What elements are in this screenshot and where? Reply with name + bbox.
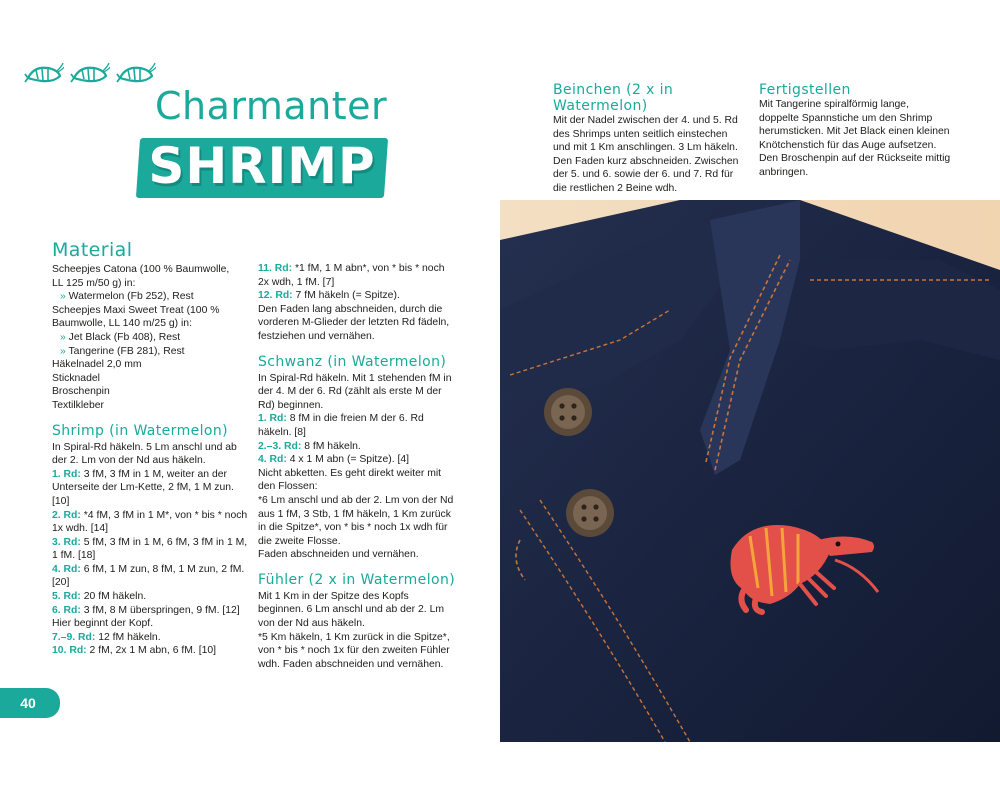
material-line: Baumwolle, LL 140 m/25 g) in:: [52, 318, 192, 330]
shrimp-icon: [24, 62, 64, 84]
material-bullet-item: » Watermelon (Fb 252), Rest: [60, 291, 194, 303]
title-top: Charmanter: [155, 84, 388, 128]
fertigstellen-heading: Fertigstellen: [759, 82, 851, 98]
schwanz-note: Nicht abketten. Es geht direkt weiter mit den Flossen:: [258, 467, 442, 493]
schwanz-note: *6 Lm anschl und ab der 2. Lm von der Nd aus 1 fM, 3 Stb, 1 fM häkeln, 1 Km zurück in die Spitze*, von * bis * noch 1x wdh für die zweite Flosse.: [258, 494, 454, 547]
round-instruction: 3. Rd: 5 fM, 3 fM in 1 M, 6 fM, 3 fM in 1 M, 1 fM. [18]: [52, 536, 248, 562]
title-main: SHRIMP: [148, 137, 376, 195]
head-note: Hier beginnt der Kopf.: [52, 618, 154, 630]
round-instruction: 1. Rd: 8 fM in die freien M der 6. Rd häkeln. [8]: [258, 413, 424, 438]
round-instruction: 4. Rd: 6 fM, 1 M zun, 8 fM, 1 M zun, 2 fM. [20]: [52, 563, 245, 589]
round-instruction: 7.–9. Rd: 12 fM häkeln.: [52, 631, 161, 643]
round-instruction: 2. Rd: *4 fM, 3 fM in 1 M*, von * bis * noch 1x wdh. [14]: [52, 509, 248, 535]
beinchen-heading: Beinchen (2 x in Watermelon): [553, 82, 674, 114]
round-instruction: 2.–3. Rd: 8 fM häkeln.: [258, 440, 361, 452]
fuehler-text: *5 Km häkeln, 1 Km zurück in die Spitze*, von * bis * noch 1x für den zweiten Fühler wdh. Faden abschneiden und vernähen.: [258, 631, 450, 670]
material-line: Textilkleber: [52, 399, 104, 411]
round-instruction: 6. Rd: 3 fM, 8 M überspringen, 9 fM. [12]: [52, 604, 240, 616]
round-instruction: 4. Rd: 4 x 1 M abn (= Spitze). [4]: [258, 454, 410, 466]
column-3: [553, 82, 745, 196]
material-line: LL 125 m/50 g) in:: [52, 277, 136, 289]
material-line: Scheepjes Maxi Sweet Treat (100 %: [52, 304, 220, 316]
round-instruction: 1. Rd: 3 fM, 3 fM in 1 M, weiter an der Unterseite der Lm-Kette, 2 fM, 1 M zun. [10]: [52, 468, 234, 507]
material-line: Scheepjes Catona (100 % Baumwolle,: [52, 264, 230, 275]
shrimp-icon: [116, 62, 156, 84]
round-instruction: 12. Rd: 7 fM häkeln (= Spitze).: [258, 290, 400, 302]
material-heading: Material: [52, 239, 133, 261]
schwanz-intro: In Spiral-Rd häkeln. Mit 1 stehenden fM in der 4. M der 6. Rd (zählt als erste M der Rd) beginnen.: [258, 372, 452, 411]
column-4: [759, 82, 951, 180]
shrimp-intro: In Spiral-Rd häkeln. 5 Lm anschl und ab der 2. Lm von der Nd aus häkeln.: [52, 441, 237, 467]
schwanz-heading: Schwanz (in Watermelon): [258, 353, 447, 370]
page-number: 40: [20, 695, 36, 711]
beinchen-text: Mit der Nadel zwischen der 4. und 5. Rd des Shrimps unten seitlich einstechen und mit 1 Km anschlingen. 3 Lm häkeln. Den Faden kurz abschneiden. Zwischen der 5. und 6. sowie der 6. und 7. Rd für die restlichen 2 Beine wdh.: [553, 115, 739, 194]
material-line: Häkelnadel 2,0 mm: [52, 359, 142, 371]
column-1: [52, 238, 252, 658]
shrimp-icon: [70, 62, 110, 84]
round-instruction: 10. Rd: 2 fM, 2x 1 M abn, 6 fM. [10]: [52, 645, 217, 657]
material-line: Broschenpin: [52, 386, 110, 398]
denim-jacket-photo: [500, 200, 1000, 742]
fuehler-heading: Fühler (2 x in Watermelon): [258, 571, 456, 588]
material-bullet-item: » Jet Black (Fb 408), Rest: [60, 331, 181, 343]
round-instruction: 11. Rd: *1 fM, 1 M abn*, von * bis * noch 2x wdh, 1 fM. [7]: [258, 263, 445, 288]
shrimp-heading: Shrimp (in Watermelon): [52, 422, 229, 439]
column-2: [258, 262, 456, 671]
schwanz-note: Faden abschneiden und vernähen.: [258, 549, 419, 561]
material-bullet-item: » Tangerine (FB 281), Rest: [60, 345, 185, 357]
material-line: Sticknadel: [52, 372, 100, 384]
finish-note: Den Faden lang abschneiden, durch die vorderen M-Glieder der letzten Rd fädeln, festziehen und vernähen.: [258, 303, 450, 342]
fuehler-text: Mit 1 Km in der Spitze des Kopfs beginnen. 6 Lm anschl und ab der 2. Lm von der Nd aus häkeln.: [258, 590, 445, 630]
shrimp-icon-row: [24, 62, 156, 84]
round-instruction: 5. Rd: 20 fM häkeln.: [52, 591, 147, 603]
fertigstellen-text: Mit Tangerine spiralförmig lange, doppelte Spannstiche um den Shrimp herumsticken. Mit Jet Black einen kleinen Knötchenstich für das Auge aufsetzen. Den Broschenpin auf der Rückseite mittig anbringen.: [759, 99, 951, 178]
